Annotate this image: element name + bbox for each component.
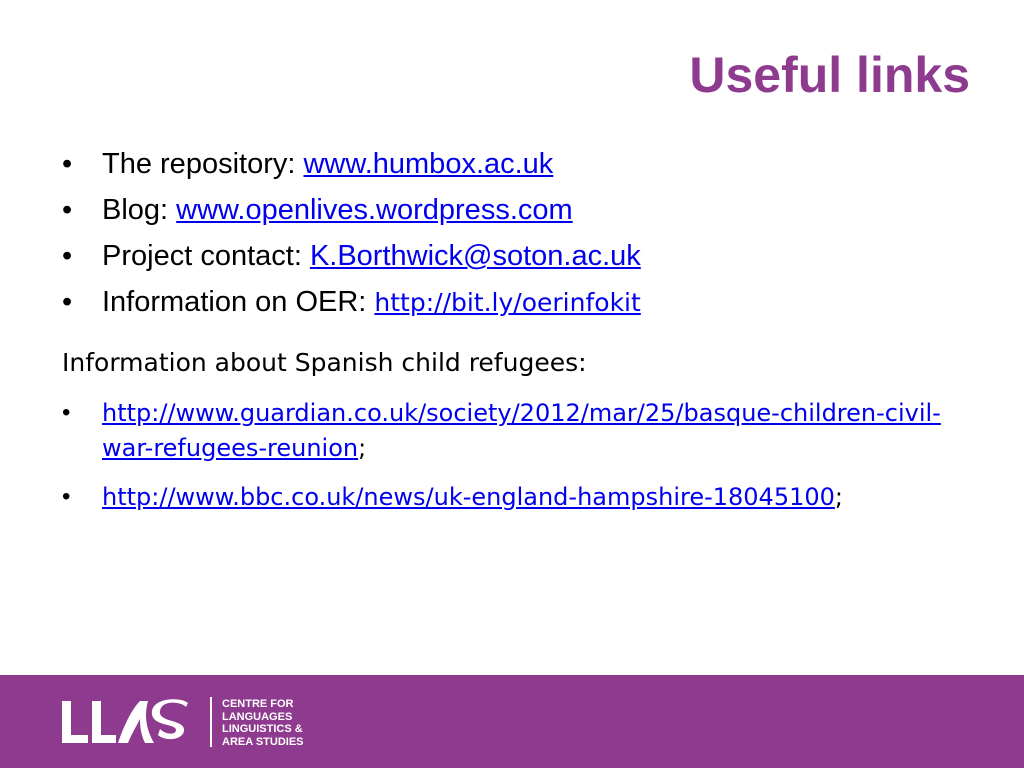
- list-item-oer: [62, 288, 962, 317]
- refugee-links-list: [62, 396, 942, 528]
- bullet: •: [62, 286, 73, 318]
- slide-title: Useful links: [689, 47, 970, 103]
- org-line-3: LINGUISTICS &: [222, 723, 303, 735]
- bullet: •: [62, 194, 73, 226]
- repository-link[interactable]: www.humbox.ac.uk: [303, 148, 554, 180]
- oer-link[interactable]: http://bit.ly/oerinfokit: [374, 288, 641, 317]
- org-name: [222, 698, 304, 748]
- list-item-blog: [62, 196, 962, 225]
- contact-email-link[interactable]: K.Borthwick@soton.ac.uk: [309, 240, 641, 272]
- logo-divider: [210, 697, 212, 747]
- list-item-contact: [62, 242, 962, 271]
- repository-label: The repository:: [102, 148, 304, 180]
- refugees-heading: Information about Spanish child refugees:: [62, 348, 587, 377]
- bullet: •: [62, 482, 71, 510]
- org-line-4: AREA STUDIES: [222, 735, 304, 748]
- reference-item-bbc: [62, 480, 942, 515]
- reference-suffix: ;: [358, 433, 367, 462]
- footer-band: [0, 675, 1024, 768]
- org-line-2: LANGUAGES: [222, 710, 293, 723]
- contact-label: Project contact:: [102, 240, 310, 272]
- useful-links-list: [62, 150, 962, 334]
- reference-suffix: ;: [834, 482, 843, 511]
- blog-label: Blog:: [102, 194, 177, 226]
- bbc-link[interactable]: http://www.bbc.co.uk/news/uk-england-hampshire-18045100: [102, 482, 835, 511]
- bullet: •: [62, 148, 73, 180]
- bullet: •: [62, 240, 73, 272]
- oer-label: Information on OER:: [102, 286, 375, 318]
- reference-item-guardian: [62, 396, 942, 466]
- list-item-repository: [62, 150, 962, 179]
- llas-logo: [58, 695, 198, 747]
- blog-link[interactable]: www.openlives.wordpress.com: [176, 194, 573, 226]
- org-line-1: CENTRE FOR: [222, 698, 294, 710]
- guardian-link[interactable]: http://www.guardian.co.uk/society/2012/mar/25/basque-children-civil-war-refugees-reunion: [102, 399, 941, 462]
- bullet: •: [62, 399, 71, 426]
